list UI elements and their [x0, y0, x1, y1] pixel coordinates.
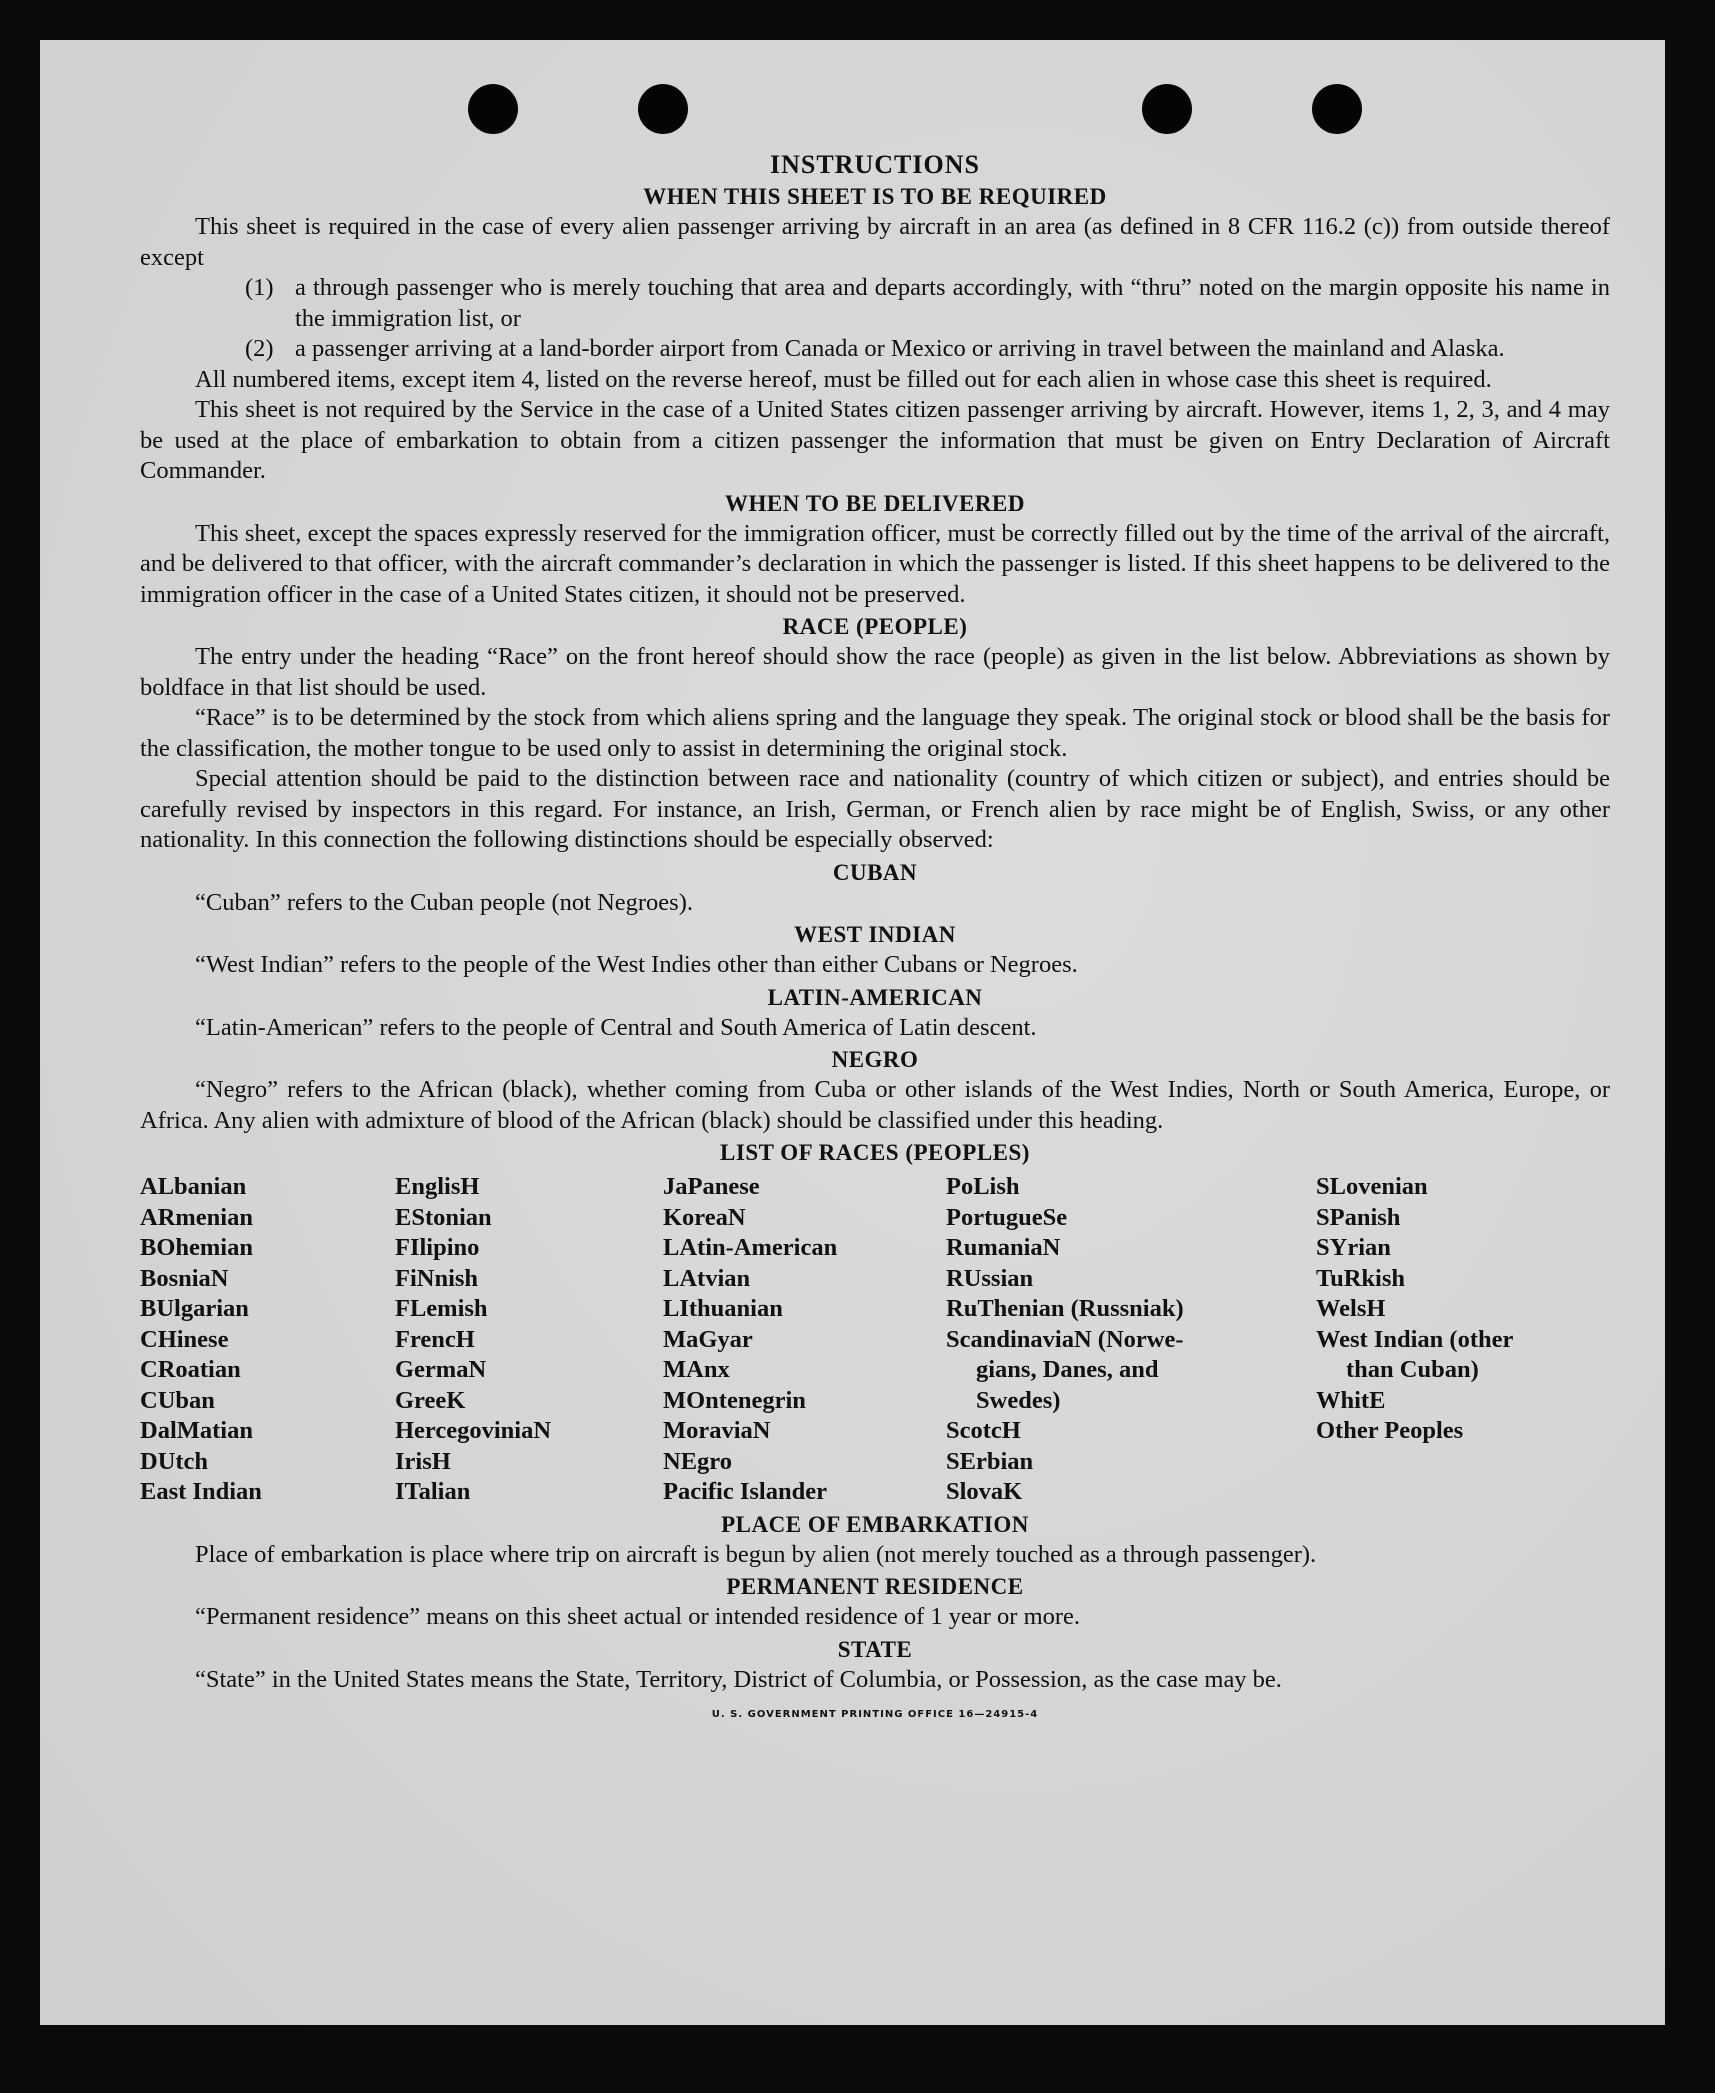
punch-hole — [468, 84, 518, 134]
punch-hole — [1312, 84, 1362, 134]
race-entry: BosniaN — [140, 1264, 229, 1292]
item-text: a through passenger who is merely touching that area and departs accordingly, with “thru” noted on the margin opposite his name in the immigration list, or — [295, 274, 1610, 332]
race-entry: Pacific Islander — [663, 1478, 827, 1505]
page-title: INSTRUCTIONS — [770, 150, 980, 179]
paragraph: “State” in the United States means the State, Territory, District of Columbia, or Possession, as the case may be. — [195, 1665, 1282, 1693]
document-sheet — [40, 40, 1665, 2025]
race-entry: EnglisH — [395, 1173, 480, 1200]
race-column — [663, 1172, 946, 1508]
race-entry: Other Peoples — [1316, 1417, 1464, 1444]
race-entry: DalMatian — [140, 1417, 253, 1444]
list-item — [245, 334, 1610, 365]
item-number: (2) — [245, 335, 274, 362]
race-entry: SErbian — [946, 1447, 1034, 1475]
race-entry: GreeK — [395, 1386, 466, 1414]
race-entry: NEgro — [663, 1447, 732, 1475]
race-entry: WhitE — [1316, 1386, 1386, 1414]
race-entry: FrencH — [395, 1325, 475, 1353]
section-heading: WHEN THIS SHEET IS TO BE REQUIRED — [643, 184, 1107, 209]
race-entry: FiNnish — [395, 1264, 479, 1292]
race-list — [140, 1172, 1610, 1508]
printer-imprint: U. S. GOVERNMENT PRINTING OFFICE 16—24915-4 — [711, 1709, 1039, 1720]
race-entry: KoreaN — [663, 1203, 746, 1231]
punch-hole — [638, 84, 688, 134]
paragraph: “Latin-American” refers to the people of Central and South America of Latin descent. — [195, 1013, 1037, 1041]
race-entry: ITalian — [395, 1478, 471, 1505]
section-heading: WEST INDIAN — [794, 922, 956, 947]
section-heading: RACE (PEOPLE) — [782, 614, 968, 639]
paragraph: All numbered items, except item 4, listed on the reverse hereof, must be filled out for each alien in whose case this sheet is required. — [195, 365, 1492, 393]
race-entry: FLemish — [395, 1295, 488, 1322]
race-entry: RUssian — [946, 1264, 1034, 1292]
section-heading: STATE — [837, 1636, 913, 1662]
race-entry: SPanish — [1316, 1203, 1401, 1231]
race-entry: CUban — [140, 1386, 215, 1414]
race-entry: MOntenegrin — [663, 1386, 806, 1414]
race-entry: RuThenian (Russniak) — [946, 1295, 1184, 1322]
section-heading: PERMANENT RESIDENCE — [726, 1574, 1024, 1599]
paragraph: “Permanent residence” means on this sheet actual or intended residence of 1 year or more. — [195, 1603, 1081, 1630]
item-number: (1) — [245, 274, 274, 301]
race-entry: CRoatian — [140, 1356, 241, 1383]
race-entry: JaPanese — [663, 1173, 760, 1200]
race-entry: GermaN — [395, 1356, 487, 1383]
race-entry: ScotcH — [946, 1417, 1021, 1444]
section-heading: NEGRO — [831, 1047, 919, 1072]
race-entry: ALbanian — [140, 1173, 247, 1200]
race-entry: MoraviaN — [663, 1417, 771, 1444]
race-entry: Swedes) — [976, 1386, 1061, 1414]
race-entry: TuRkish — [1316, 1264, 1406, 1292]
paragraph: “Negro” refers to the African (black), whether coming from Cuba or other islands of the West Indies, North or South America, Europe, or Africa. Any alien with admixture of blood of the African (black) should be classified under this heading. — [140, 1076, 1610, 1134]
race-entry: SYrian — [1316, 1234, 1391, 1261]
race-entry: DUtch — [140, 1447, 209, 1475]
race-entry: HercegoviniaN — [395, 1417, 552, 1444]
race-entry: PoLish — [946, 1173, 1020, 1200]
section-heading: LATIN-AMERICAN — [767, 984, 983, 1010]
section-heading: LIST OF RACES (PEOPLES) — [720, 1140, 1030, 1165]
race-column — [1316, 1172, 1596, 1508]
section-heading: PLACE OF EMBARKATION — [721, 1511, 1029, 1537]
race-entry: FIlipino — [395, 1234, 480, 1261]
paragraph: “West Indian” refers to the people of the West Indies other than either Cubans or Negroes. — [195, 951, 1078, 978]
race-entry: MaGyar — [663, 1325, 753, 1353]
race-entry: MAnx — [663, 1356, 730, 1383]
race-column — [946, 1172, 1316, 1508]
race-entry: West Indian (other — [1316, 1325, 1514, 1353]
race-entry: ARmenian — [140, 1203, 253, 1231]
race-entry: RumaniaN — [946, 1234, 1061, 1261]
paragraph: “Race” is to be determined by the stock from which aliens spring and the language they speak. The original stock or blood shall be the basis for the classification, the mother tongue to be used only to assist in determining the original stock. — [140, 704, 1610, 762]
race-entry: SlovaK — [946, 1478, 1023, 1505]
race-entry: gians, Danes, and — [976, 1356, 1159, 1383]
paragraph: The entry under the heading “Race” on the front hereof should show the race (people) as given in the list below. Abbreviations as shown by boldface in that list should be used. — [140, 643, 1610, 701]
race-entry: CHinese — [140, 1325, 229, 1353]
section-heading: CUBAN — [832, 859, 918, 885]
race-entry: LAtin-American — [663, 1234, 838, 1261]
paragraph: “Cuban” refers to the Cuban people (not Negroes). — [195, 888, 693, 916]
instructions-body — [140, 150, 1610, 1720]
race-entry: East Indian — [140, 1478, 262, 1505]
race-entry: PortugueSe — [946, 1203, 1068, 1231]
race-column — [140, 1172, 395, 1508]
race-entry: than Cuban) — [1346, 1356, 1479, 1383]
race-entry: LIthuanian — [663, 1295, 783, 1322]
race-entry: ScandinaviaN (Norwe- — [946, 1325, 1184, 1353]
paragraph: This sheet, except the spaces expressly reserved for the immigration officer, must be correctly filled out by the time of the arrival of the aircraft, and be delivered to that officer, with the aircraft commander’s declaration in which the passenger is listed. If this sheet happens to be delivered to the immigration officer in the case of a United States citizen, it should not be preserved. — [140, 519, 1610, 608]
race-entry: BUlgarian — [140, 1295, 249, 1322]
race-entry: WelsH — [1316, 1295, 1386, 1322]
paragraph: Place of embarkation is place where trip on aircraft is begun by alien (not merely touched as a through passenger). — [195, 1540, 1317, 1568]
race-entry: IrisH — [395, 1447, 451, 1475]
punch-hole — [1142, 84, 1192, 134]
race-column — [395, 1172, 663, 1508]
paragraph: This sheet is not required by the Service in the case of a United States citizen passenger arriving by aircraft. However, items 1, 2, 3, and 4 may be used at the place of embarkation to obtain from a citizen passenger the information that must be given on Entry Declaration of Aircraft Commander. — [140, 396, 1610, 484]
item-text: a passenger arriving at a land-border airport from Canada or Mexico or arriving in travel between the mainland and Alaska. — [295, 335, 1505, 362]
race-entry: SLovenian — [1316, 1173, 1428, 1200]
section-heading: WHEN TO BE DELIVERED — [725, 490, 1025, 516]
paragraph: Special attention should be paid to the distinction between race and nationality (country of which citizen or subject), and entries should be carefully revised by inspectors in this regard. For instance, an Irish, German, or French alien by race might be of English, Swiss, or any other nationality. In this connection the following distinctions should be especially observed: — [140, 765, 1610, 853]
list-item — [245, 273, 1610, 334]
race-entry: LAtvian — [663, 1264, 751, 1292]
race-entry: BOhemian — [140, 1234, 253, 1261]
paragraph: This sheet is required in the case of every alien passenger arriving by aircraft in an area (as defined in 8 CFR 116.2 (c)) from outside thereof except — [140, 213, 1610, 271]
race-entry: EStonian — [395, 1203, 492, 1231]
